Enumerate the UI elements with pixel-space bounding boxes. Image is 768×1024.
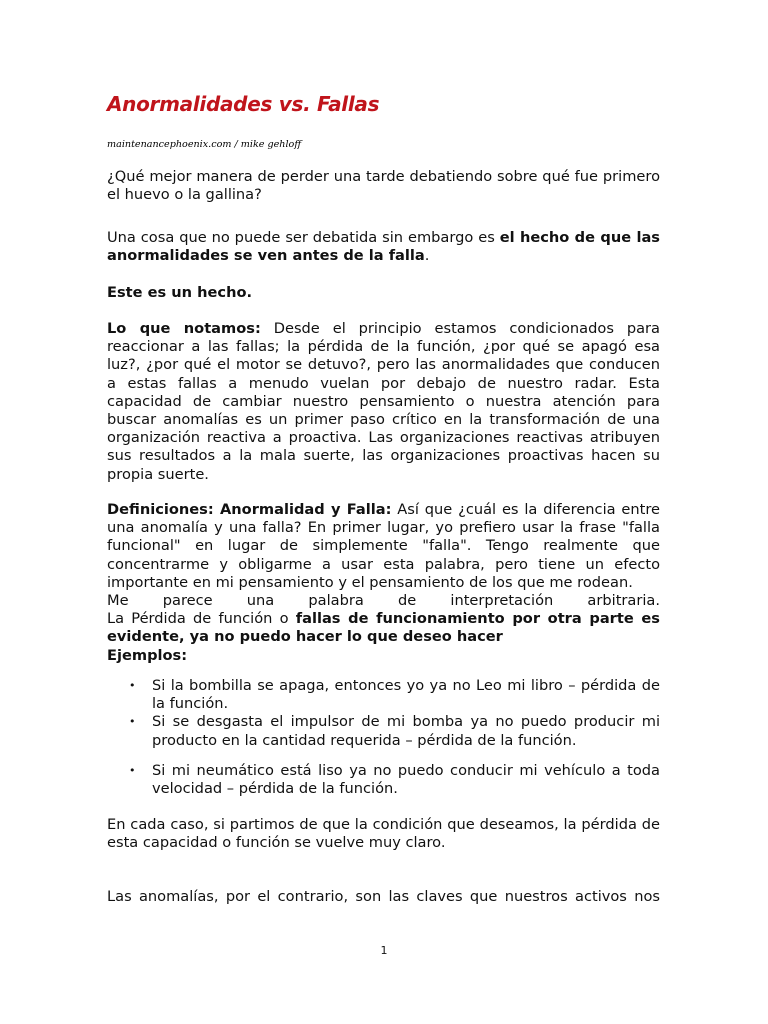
bold-statement: el hecho de que las anormalidades se ven antes de la falla [107, 229, 660, 265]
bold-fact: Este es un hecho. [107, 284, 253, 301]
paragraph-each-case [107, 816, 660, 852]
paragraph-arbitrary-line: Me parece una palabra de interpretación arbitraria. [107, 592, 660, 610]
paragraph-what-we-notice [107, 320, 660, 484]
examples-list [107, 677, 660, 798]
paragraph-each-case-text: En cada caso, si partimos de que la condición que deseamos, la pérdida de esta capacidad o función se vuelve muy claro. [107, 816, 660, 852]
paragraph-anomalies-text: Las anomalías, por el contrario, son las claves que nuestros activos nos [107, 888, 660, 905]
list-item: • Si mi neumático está liso ya no puedo conducir mi vehículo a toda velocidad – pérdida de la función. [129, 761, 660, 798]
paragraph-loss-text: La Pérdida de función o [107, 610, 296, 628]
paragraph-text: Una cosa que no puede ser debatida sin embargo es [107, 229, 500, 246]
paragraph-definitions-text: Así que ¿cuál es la diferencia entre una anomalía y una falla? En primer lugar, yo prefiero usar la frase "falla funcional" en lugar de simplemente "falla". Tengo realmente que concentrarme y obligarme a usar esta palabra, pero tiene un efecto importante en mi pensamiento y el pensamiento de los que me rodean. [107, 501, 661, 591]
examples-heading: Ejemplos: [107, 646, 188, 664]
bullet-icon: • [129, 679, 136, 692]
section-heading-definitions: Definiciones: Anormalidad y Falla: [107, 501, 392, 518]
bold-loss-evident: fallas de funcionamiento por otra parte es evidente, ya no puedo hacer lo que deseo hacer [107, 610, 660, 646]
paragraph-notice-text: Desde el principio estamos condicionados para reaccionar a las fallas; la pérdida de la función, ¿por qué se apagó esa luz?, ¿por qué el motor se detuvo?, pero las anormalidades que conducen a estas fallas a menudo vuelan por debajo de nuestro radar. Esta capacidad de cambiar nuestro pensamiento o nuestra atención para buscar anomalías es un primer paso crítico en la transformación de una organización reactiva a proactiva. Las organizaciones reactivas atribuyen sus resultados a la mala suerte, las organizaciones proactivas hacen su propia suerte. [107, 320, 660, 483]
paragraph-intro [107, 168, 660, 204]
bullet-icon: • [129, 715, 136, 729]
document-title: Anormalidades vs. Fallas [107, 92, 380, 116]
bullet-icon: • [129, 763, 136, 777]
paragraph-anomalies [107, 888, 660, 906]
paragraph-intro-text: ¿Qué mejor manera de perder una tarde debatiendo sobre qué fue primero el huevo o la gallina? [107, 168, 660, 204]
byline: maintenancephoenix.com / mike gehloff [107, 139, 302, 150]
paragraph-definitions [107, 501, 660, 665]
section-heading-notice: Lo que notamos: [107, 320, 261, 337]
list-item: • Si se desgasta el impulsor de mi bomba ya no puedo producir mi producto en la cantidad requerida – pérdida de la función. [129, 713, 660, 749]
paragraph-anomalies-first [107, 229, 660, 265]
list-item: • Si la bombilla se apaga, entonces yo ya no Leo mi libro – pérdida de la función. [129, 677, 660, 713]
page-number: 1 [380, 944, 388, 957]
paragraph-fact [107, 284, 660, 302]
paragraph-end: . [424, 247, 430, 265]
